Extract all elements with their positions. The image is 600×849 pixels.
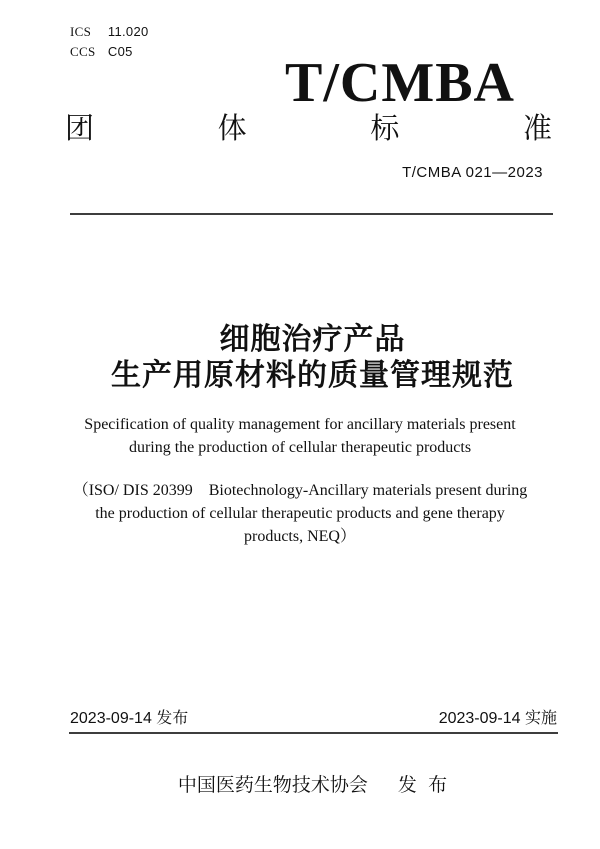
publisher-row <box>70 774 555 798</box>
ics-code-row <box>70 22 149 42</box>
standard-number: T/CMBA 021—2023 <box>402 164 543 181</box>
classification-codes <box>70 22 149 62</box>
footer-divider-line <box>69 732 558 734</box>
ics-label: ICS <box>70 24 92 39</box>
brand-logotype: T/CMBA <box>285 52 515 114</box>
english-subtitle: Specification of quality management for ancillary materials present during the production of cellular therapeutic products <box>84 416 516 456</box>
ics-value: 11.020 <box>107 24 149 39</box>
ccs-label: CCS <box>70 44 96 59</box>
header-divider-line <box>70 213 553 215</box>
category-char-1: 团 <box>65 113 95 145</box>
title-line-1: 细胞治疗产品 <box>219 323 406 356</box>
publish-action-label: 发 布 <box>397 775 448 796</box>
iso-correspondence-note: （ISO/ DIS 20399 Biotechnology-Ancillary materials present during the production of cellular therapeutic products and gene therapy products, NEQ） <box>72 482 528 545</box>
dates-row <box>70 709 557 729</box>
ccs-value: C05 <box>107 44 133 59</box>
ccs-code-row <box>70 42 149 62</box>
document-title <box>70 322 555 394</box>
publisher-name: 中国医药生物技术协会 <box>177 775 368 796</box>
category-char-2: 体 <box>217 113 247 145</box>
standard-category-row <box>65 114 552 145</box>
category-char-3: 标 <box>370 113 400 145</box>
issue-date: 2023-09-14 发布 <box>70 710 189 727</box>
implement-date: 2023-09-14 实施 <box>438 710 557 727</box>
title-line-2: 生产用原材料的质量管理规范 <box>111 359 514 392</box>
category-char-4: 准 <box>522 113 552 145</box>
